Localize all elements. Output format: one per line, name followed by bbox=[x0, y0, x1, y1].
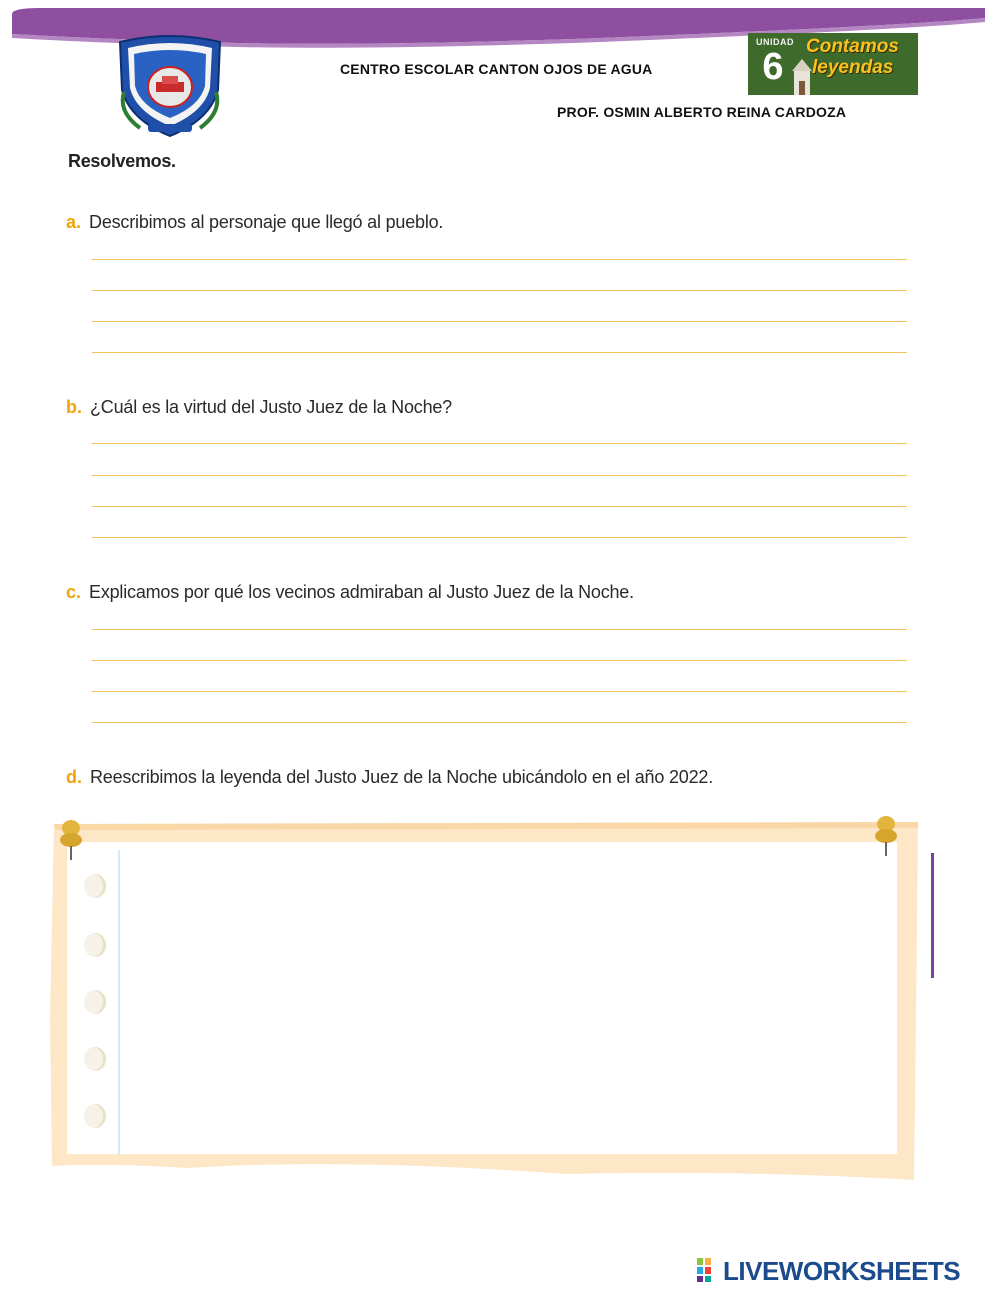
answer-line[interactable] bbox=[92, 321, 907, 322]
answer-line[interactable] bbox=[92, 443, 907, 444]
unit-number: 6 bbox=[762, 46, 784, 88]
question-letter: c. bbox=[66, 582, 82, 602]
liveworksheets-icon bbox=[697, 1258, 719, 1282]
answer-line[interactable] bbox=[92, 537, 907, 538]
answer-line[interactable] bbox=[92, 691, 907, 692]
pushpin-icon bbox=[871, 814, 901, 858]
ring-icon bbox=[84, 933, 106, 957]
side-mark bbox=[931, 853, 934, 978]
margin-line bbox=[118, 850, 120, 1155]
school-name: CENTRO ESCOLAR CANTON OJOS DE AGUA bbox=[340, 61, 653, 77]
question-c bbox=[66, 582, 634, 603]
ring-icon bbox=[84, 1047, 106, 1071]
school-emblem-icon bbox=[110, 32, 230, 140]
answer-line[interactable] bbox=[92, 506, 907, 507]
answer-line[interactable] bbox=[92, 352, 907, 353]
answer-line[interactable] bbox=[92, 259, 907, 260]
teacher-name: PROF. OSMIN ALBERTO REINA CARDOZA bbox=[557, 104, 847, 120]
ring-icon bbox=[84, 874, 106, 898]
ring-icon bbox=[84, 1104, 106, 1128]
ring-icon bbox=[84, 990, 106, 1014]
question-letter: a. bbox=[66, 212, 82, 232]
question-d bbox=[66, 767, 713, 788]
question-letter: b. bbox=[66, 397, 82, 417]
answer-line[interactable] bbox=[92, 629, 907, 630]
brand-name: LIVEWORKSHEETS bbox=[723, 1256, 961, 1286]
unit-title bbox=[806, 36, 899, 78]
unit-badge bbox=[748, 33, 918, 95]
note-writing-area[interactable] bbox=[67, 842, 897, 1154]
section-title: Resolvemos. bbox=[68, 151, 176, 171]
unit-title-line2: leyendas bbox=[812, 57, 894, 78]
pushpin-icon bbox=[56, 818, 86, 862]
unit-word: UNIDAD bbox=[756, 37, 794, 47]
question-text: ¿Cuál es la virtud del Justo Juez de la Noche? bbox=[90, 397, 452, 417]
answer-line[interactable] bbox=[92, 660, 907, 661]
question-a bbox=[66, 212, 443, 233]
question-b bbox=[66, 397, 452, 418]
question-letter: d. bbox=[66, 767, 82, 787]
question-text: Describimos al personaje que llegó al pueblo. bbox=[89, 212, 444, 232]
answer-line[interactable] bbox=[92, 722, 907, 723]
unit-title-line1: Contamos bbox=[806, 36, 899, 57]
answer-line[interactable] bbox=[92, 475, 907, 476]
question-text: Explicamos por qué los vecinos admiraban al Justo Juez de la Noche. bbox=[89, 582, 634, 602]
answer-line[interactable] bbox=[92, 290, 907, 291]
question-text: Reescribimos la leyenda del Justo Juez de la Noche ubicándolo en el año 2022. bbox=[90, 767, 714, 787]
